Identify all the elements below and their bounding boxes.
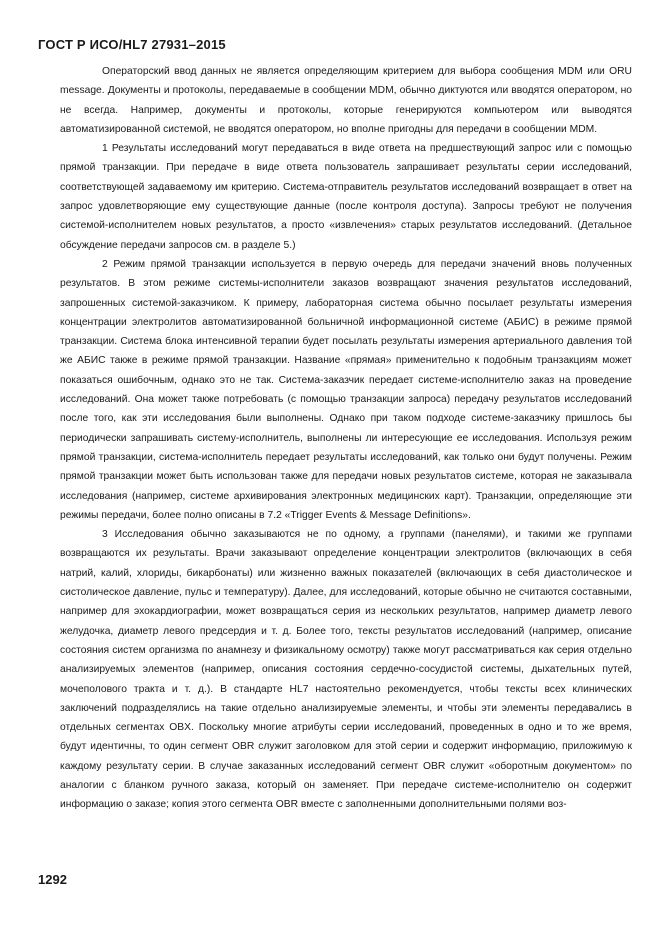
paragraph-2: 2 Режим прямой транзакции используется в первую очередь для передачи значений вновь полученных результатов. В этом режиме системы-исполнители заказов возвращают значения результатов исследований, запрошенных системой-заказчиком. К примеру, лабораторная система обычно посылает результаты измерения концентрации электролитов автоматизированной больничной информационной системе (АБИС) в режиме прямой транзакции. Система блока интенсивной терапии будет посылать результаты измерения артериального давления той же АБИС также в режиме прямой транзакции. Название «прямая» применительно к подобным транзакциям может показаться ошибочным, однако это не так. Система-заказчик передает системе-исполнителю заказ на проведение исследований. Она может также потребовать (с помощью транзакции запроса) передачу результатов исследований после того, как эти исследования были выполнены. Однако при таком подходе системе-заказчику пришлось бы периодически запрашивать систему-исполнитель, выполнены ли интересующие ее исследования. Используя режим прямой транзакции, система-исполнитель передает результаты исследований, как только они будут получены. Режим прямой транзакции может быть использован также для передачи новых результатов системе, которая не заказывала исследования (например, системе архивирования электронных медицинских карт). Транзакции, определяющие эти режимы передачи, более полно описаны в 7.2 «Trigger Events & Message Definitions». xyxy=(60,258,632,521)
paragraph-intro: Операторский ввод данных не является определяющим критерием для выбора сообщения MDM или ORU message. Документы и протоколы, передаваемые в сообщении MDM, обычно диктуются или вводятся оператором, но не всегда. Например, документы и протоколы, которые генерируются компьютером или выводятся автоматизированной системой, не вводятся оператором, но вполне пригодны для передачи в сообщении MDM. xyxy=(60,66,632,135)
paragraph-1: 1 Результаты исследований могут передаваться в виде ответа на предшествующий запрос или с помощью прямой транзакции. При передаче в виде ответа пользователь запрашивает результаты серии исследований, соответствующей задаваемому им критерию. Система-отправитель результатов исследований возвращает в ответ на запрос удовлетворяющие ему существующие данные (после контроля доступа). Запросы требуют не получения системой-исполнителем новых результатов, а просто «извлечения» старых результатов исследований. (Детальное обсуждение передачи запросов см. в разделе 5.) xyxy=(60,143,632,251)
paragraph-3: 3 Исследования обычно заказываются не по одному, а группами (панелями), и такими же группами возвращаются их результаты. Врачи заказывают определение концентрации электролитов (включающих в себя натрий, калий, хлориды, бикарбонаты) или жизненно важных показателей (включающих в себя диастолическое и систолическое давление, пульс и температуру). Далее, для исследований, которые обычно не считаются составными, например для эхокардиографии, может возвращаться серия из нескольких результатов, например диаметр левого желудочка, диаметр левого предсердия и т. д. Более того, тексты результатов исследований (например, описание состояния систем организма по анамнезу и физикальному осмотру) также могут рассматриваться как серия отдельно анализируемых элементов (например, описания состояния сердечно-сосудистой системы, дыхательных путей, мочеполового тракта и т. д.). В стандарте HL7 настоятельно рекомендуется, чтобы тексты всех клинических заключений подразделялись на такие отдельно анализируемые элементы, и чтобы эти элементы передавались в отдельных сегментах OBX. Поскольку многие атрибуты серии исследований, проведенных в одно и то же время, будут идентичны, то один сегмент OBR служит заголовком для этой серии и содержит информацию, приложимую к каждому результату серии. В случае заказанных исследований сегмент OBR служит «оборотным документом» по аналогии с бланком ручного заказа, который он заменяет. При передаче системе-исполнителю он содержит информацию о заказе; копия этого сегмента OBR вместе с заполненными дополнительными полями воз- xyxy=(60,529,632,811)
document-header: ГОСТ Р ИСО/HL7 27931–2015 xyxy=(38,37,226,52)
page-number: 1292 xyxy=(38,872,67,887)
document-body xyxy=(60,62,632,815)
